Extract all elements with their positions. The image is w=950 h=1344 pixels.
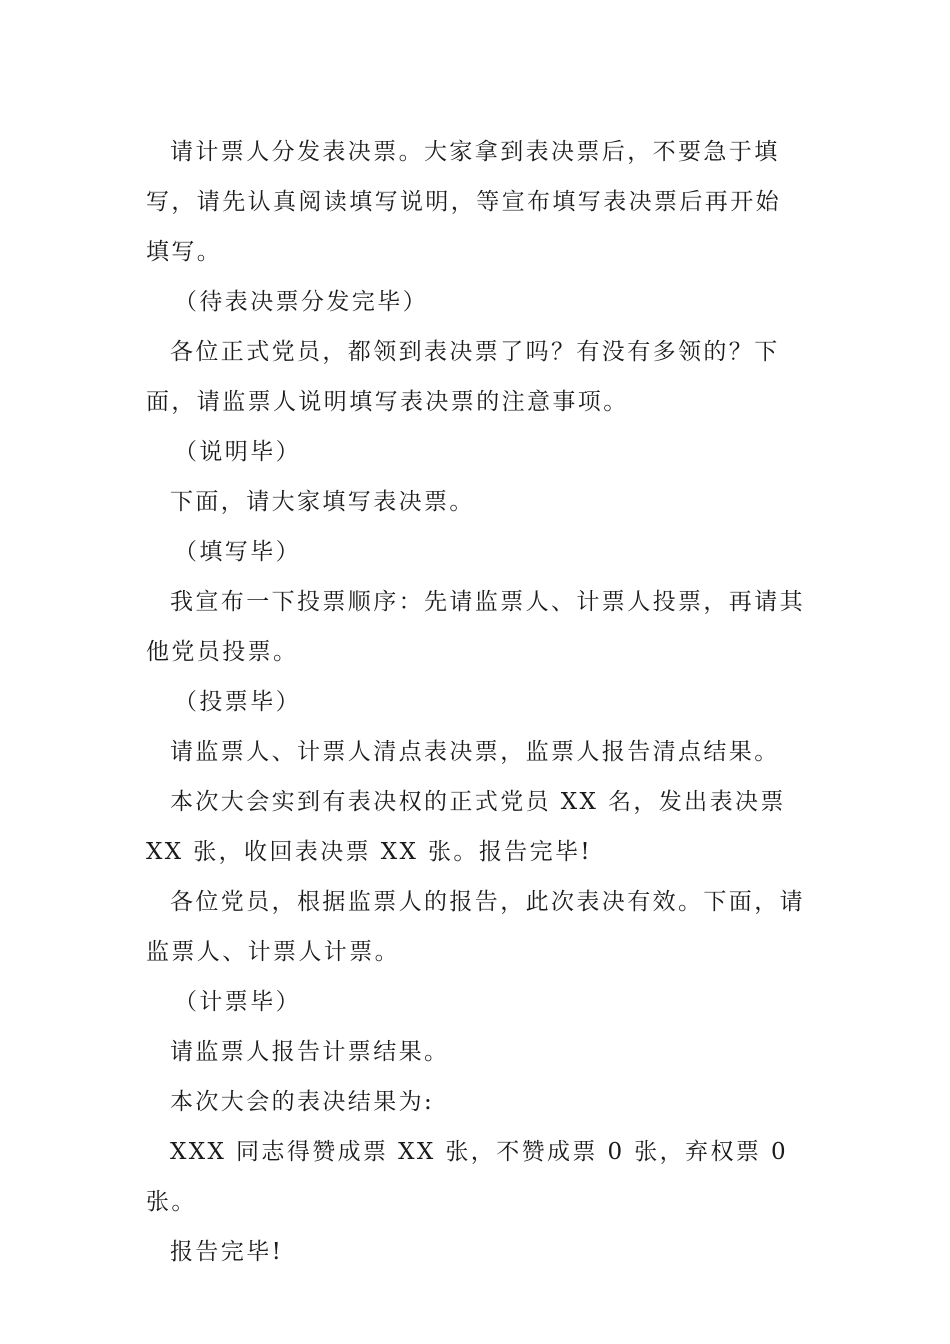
paragraph-results-detail: XXX 同志得赞成票 XX 张，不赞成票 0 张，弃权票 0 张。 bbox=[146, 1139, 789, 1215]
paragraph-fill-ballots: 下面，请大家填写表决票。 bbox=[170, 489, 475, 515]
paragraph-attendance-report: 本次大会实到有表决权的正式党员 XX 名，发出表决票 XX 张，收回表决票 XX 张。报告完毕! bbox=[146, 789, 786, 865]
note-counting-complete: （计票毕） bbox=[174, 989, 301, 1015]
paragraph-distribute-ballots: 请计票人分发表决票。大家拿到表决票后，不要急于填写，请先认真阅读填写说明，等宣布填写表决票后再开始填写。 bbox=[146, 139, 781, 265]
document-body bbox=[146, 127, 806, 1277]
note-explanation-complete: （说明毕） bbox=[174, 439, 301, 465]
paragraph-report-results: 请监票人报告计票结果。 bbox=[170, 1039, 450, 1065]
paragraph-report-complete: 报告完毕! bbox=[170, 1239, 284, 1265]
note-voting-complete: （投票毕） bbox=[174, 689, 301, 715]
paragraph-results-intro: 本次大会的表决结果为: bbox=[170, 1089, 435, 1115]
note-distribution-complete: （待表决票分发完毕） bbox=[174, 289, 428, 315]
note-filling-complete: （填写毕） bbox=[174, 539, 301, 565]
paragraph-count-ballots: 请监票人、计票人清点表决票，监票人报告清点结果。 bbox=[170, 739, 780, 765]
paragraph-voting-order: 我宣布一下投票顺序：先请监票人、计票人投票，再请其他党员投票。 bbox=[146, 589, 805, 665]
paragraph-vote-valid: 各位党员，根据监票人的报告，此次表决有效。下面，请监票人、计票人计票。 bbox=[146, 889, 805, 965]
paragraph-ballot-check: 各位正式党员，都领到表决票了吗？有没有多领的？下面，请监票人说明填写表决票的注意事项。 bbox=[146, 339, 780, 415]
